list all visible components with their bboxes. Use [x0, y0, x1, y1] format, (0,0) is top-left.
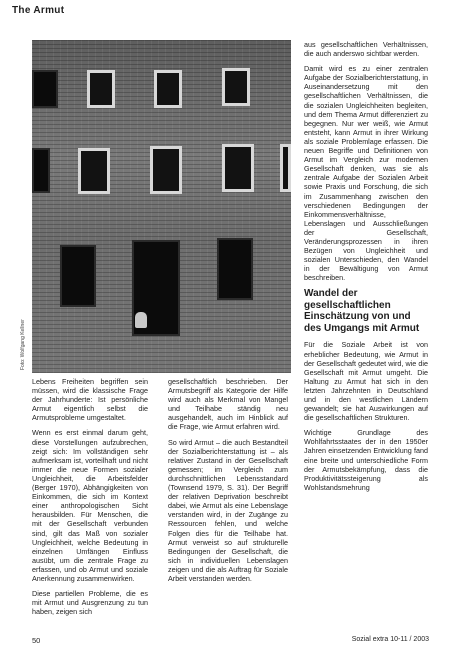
window — [222, 144, 254, 192]
window — [154, 70, 182, 108]
building-photo — [32, 40, 291, 373]
paragraph: So wird Armut – die auch Bestandteil der Sozialberichterstattung ist – als relativer Zustand in der Gesellschaft gemessen; im Vergleich zum durchschnittlichen Lebensstandard (Townsend 1979, S. 31). Der Begriff der relativen Deprivation beschreibt dabei, wie Armut als eine Lebenslage verstanden wird, in der Zugänge zu Ressourcen fehlen, und welche Folgen dies für die Teilhabe hat. Armut verweist so auf strukturelle Bedingungen der Gesellschaft, die sich in individuellen Lebenslagen zeigen und die als Auftrag für Soziale Arbeit verstanden werden. — [168, 437, 288, 583]
window — [32, 70, 58, 108]
window — [150, 146, 182, 194]
text-column-middle — [168, 377, 288, 589]
window — [60, 245, 96, 307]
paragraph: Lebens Freiheiten begriffen sein müssen, wird die klassische Frage der Jahrhunderte: Ist persönliche Armut eigentlich selbst die Armutsprobleme umgestaltet. — [32, 377, 148, 423]
section-title: The Armut — [12, 5, 65, 16]
section-subheading: Wandel der gesellschaftlichen Einschätzung von und des Umgangs mit Armut — [304, 288, 420, 334]
window — [280, 144, 291, 192]
photo-credit: Foto: Wolfgang Kellner — [20, 319, 26, 370]
window — [217, 238, 253, 300]
journal-footer: Sozial extra 10-11 / 2003 — [351, 636, 429, 643]
text-column-left — [32, 377, 148, 622]
page-number: 50 — [32, 636, 41, 645]
paragraph: Damit wird es zu einer zentralen Aufgabe der Sozialberichterstattung, in Auseinandersetzung mit den gesellschaftlichen Verhältnissen, die die sozialen Ungleichheiten begleiten, und dem Thema Armut differenziert zu begegnen. Nur wer weiß, wie Armut entsteht, kann Armut in ihrer Wirkung als soziale Problemlage erfassen. Die neuen Begriffe und Definitionen von Armut im Vergleich zur modernen Gesellschaft denken, was sie als zentrale Aufgabe der Sozialen Arbeit sowie Praxis und Forschung, die sich im Zusammenhang zwischen den verschiedenen Bedingungen der Einkommensverhältnisse, Lebenslagen und Ausschließungen der Gesellschaft, Veränderungsprozessen in ihren Bezügen von Ungleichheit und sozialen Unterschieden, den Wandel in der Bewältigung von Armut beschreiben. — [304, 64, 428, 283]
window — [87, 70, 115, 108]
paragraph: Wichtige Grundlage des Wohlfahrtsstaates der in den 1950er Jahren einsetzenden Entwicklung fand eine breite und unterschiedliche Form der Armutsbekämpfung, dass die Produktivitätssteigerung als Wohlstandsmehrung — [304, 428, 428, 492]
window — [222, 68, 250, 106]
paragraph: aus gesellschaftlichen Verhältnissen, die auch anderswo sichtbar werden. — [304, 40, 428, 59]
window — [32, 148, 50, 193]
person-in-window — [135, 312, 147, 328]
window — [78, 148, 110, 194]
paragraph: gesellschaftlich beschrieben. Der Armutsbegriff als Kategorie der Hilfe wird auch als Merkmal von Mangel und Teilhabe ständig neu ausgehandelt, auch im Hinblick auf die Frage, wie Armut erfahren wird. — [168, 377, 288, 432]
paragraph: Für die Soziale Arbeit ist von erheblicher Bedeutung, wie Armut in der Gesellschaft gedeutet wird, wie die Gesellschaft mit Armut umgeht. Die Haltung zu Armut hat sich in den letzten Jahrzehnten in Deutschland und in den westlichen Ländern gewandelt; sie hat Auswirkungen auf die gesellschaftlichen Strukturen. — [304, 340, 428, 423]
paragraph: Wenn es erst einmal darum geht, diese Vorstellungen aufzubrechen, zeigt sich: Im vollständigen sehr aufmerksam ist, vorteilhaft und nicht immer die neue Formen sozialer Ungleichheit, die Arbeitsfelder (Berger 1970), Abhängigkeiten von Einkommen, die sich im Kontext einer anthropologischen Sicht herausbilden. Für Menschen, die mit der Gesellschaft verbunden sind, gilt das Maß von sozialer Ungleichheit, welche Bedeutung in einzelnen Umfängen Einfluss ausübt, um die zentrale Frage zu erfassen, und ob Armut und soziale Anerkennung zusammenwirken. — [32, 428, 148, 583]
text-column-right — [304, 40, 428, 498]
paragraph: Diese partiellen Probleme, die es mit Armut und Ausgrenzung zu tun haben, zeigen sich — [32, 589, 148, 617]
